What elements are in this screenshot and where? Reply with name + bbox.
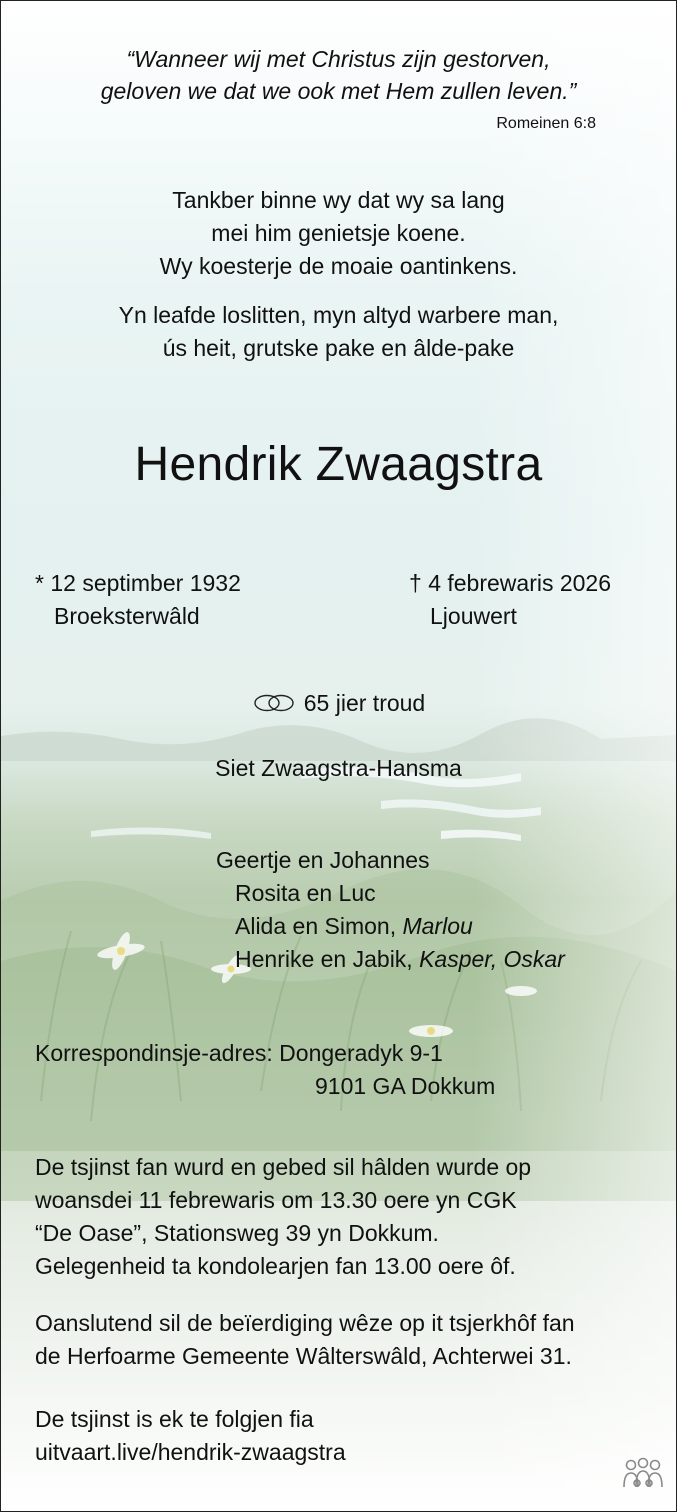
livestream-url: uitvaart.live/hendrik-zwaagstra [35,1439,346,1465]
grandchildren-names: Henrike en Jabik, [235,946,413,972]
gratitude-text [1,184,676,283]
burial-details [35,1307,575,1373]
gratitude-line-3: Wy koesterje de moaie oantinkens. [159,253,518,279]
family-children: Geertje en Johannes [216,847,430,873]
service-line-4: Gelegenheid ta kondolearjen fan 13.00 oere ôf. [35,1253,516,1279]
birth-block [35,567,241,633]
spouse-name: Siet Zwaagstra-Hansma [215,755,462,781]
great-grandchildren-names: Marlou [402,913,473,939]
marriage-text: 65 jier troud [303,690,426,716]
death-block [409,567,611,633]
wedding-rings-icon [252,689,296,722]
quote-line-1: “Wanneer wij met Christus zijn gestorven, [126,46,551,72]
grandchildren-row [235,877,565,910]
correspondence-address-line: Korrespondinsje-adres: Dongeradyk 9-1 [35,1040,443,1066]
family-grandchildren [235,877,565,976]
announcement-line-1: Yn leafde loslitten, myn altyd warbere man, [118,302,559,328]
service-line-1: De tsjinst fan wurd en gebed sil hâlden wurde op [35,1154,532,1180]
announcement-line-2: ús heit, grutske pake en âlde-pake [162,335,515,361]
service-line-2: woansdei 11 febrewaris om 13.30 oere yn CGK [35,1187,517,1213]
deceased-name: Hendrik Zwaagstra [134,438,543,491]
birth-place: Broeksterwâld [54,603,200,629]
correspondence-postal-city: 9101 GA Dokkum [315,1073,496,1099]
grandchildren-names: Alida en Simon, [235,913,397,939]
gratitude-line-2: mei him genietsje koene. [211,220,466,246]
death-symbol: † [409,570,422,596]
death-date: 4 febrewaris 2026 [428,570,612,596]
announcement-text [1,299,676,365]
birth-date: 12 septimber 1932 [50,570,241,596]
service-line-3: “De Oase”, Stationsweg 39 yn Dokkum. [35,1220,439,1246]
burial-line-2: de Herfoarme Gemeente Wâlterswâld, Achterwei 31. [35,1343,572,1369]
bible-quote [1,43,676,107]
quote-reference: Romeinen 6:8 [496,115,596,132]
service-details [35,1151,531,1283]
people-group-icon [619,1457,667,1502]
quote-line-2: geloven we dat we ook met Hem zullen leven.” [100,78,577,104]
livestream-info [35,1403,346,1469]
death-place: Ljouwert [430,603,517,629]
grandchildren-names: Rosita en Luc [235,880,376,906]
burial-line-1: Oanslutend sil de beïerdiging wêze op it tsjerkhôf fan [35,1310,575,1336]
birth-symbol: * [35,570,44,596]
livestream-line-1: De tsjinst is ek te folgjen fia [35,1406,314,1432]
marriage-line [1,687,676,722]
grandchildren-row [235,943,565,976]
grandchildren-row [235,910,565,943]
gratitude-line-1: Tankber binne wy dat wy sa lang [172,187,505,213]
great-grandchildren-names: Kasper, Oskar [419,946,565,972]
